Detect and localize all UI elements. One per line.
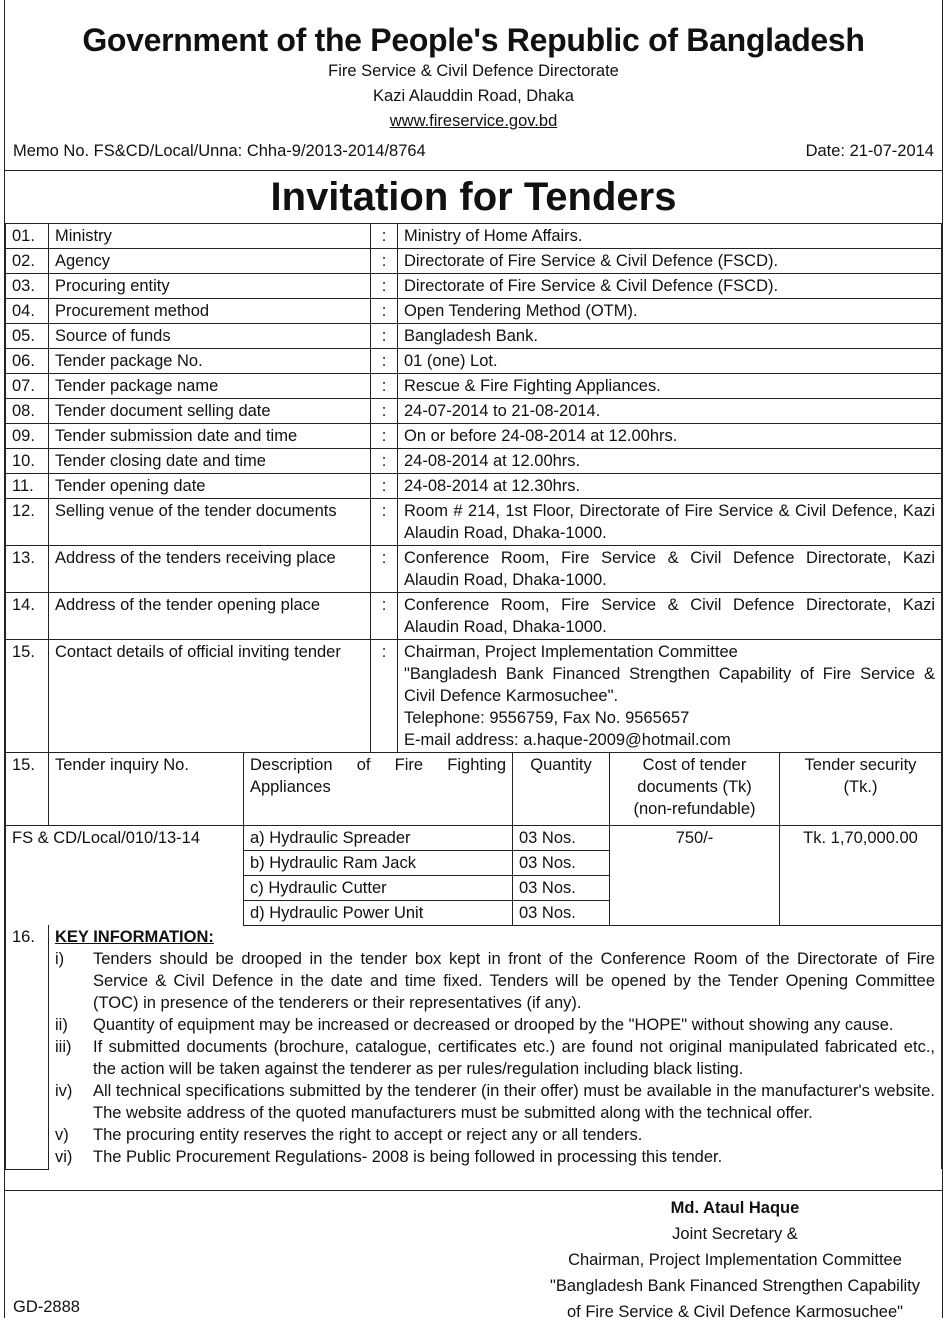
info-colon: : [371,249,398,274]
info-num: 08. [6,399,49,424]
info-label: Address of the tender opening place [49,593,371,640]
info-num: 07. [6,374,49,399]
info-num: 11. [6,474,49,499]
info-label: Agency [49,249,371,274]
info-value: Conference Room, Fire Service & Civil Defence Directorate, Kazi Alaudin Road, Dhaka-1000. [398,593,942,640]
item-quantity: 03 Nos. [513,901,610,926]
info-num: 02. [6,249,49,274]
info-colon: : [371,224,398,249]
info-value: Directorate of Fire Service & Civil Defence (FSCD). [398,249,942,274]
info-colon: : [371,274,398,299]
info-row [6,374,942,399]
footer-code: GD-2888 [13,1298,80,1316]
key-info-item [55,1124,935,1146]
signatory-title: Joint Secretary & [672,1225,798,1243]
info-value: 24-08-2014 at 12.30hrs. [398,474,942,499]
info-row [6,424,942,449]
info-num: 03. [6,274,49,299]
info-value: Open Tendering Method (OTM). [398,299,942,324]
info-label: Tender submission date and time [49,424,371,449]
info-label: Source of funds [49,324,371,349]
info-value: Directorate of Fire Service & Civil Defence (FSCD). [398,274,942,299]
key-info-item [55,1014,935,1036]
key-info-item-text: Tenders should be drooped in the tender box kept in front of the Conference Room of the Directorate of Fire Service & Civil Defence in the date and time fixed. Tenders will be opened by the Tender Opening Committee (TOC) in presence of the tenderers or their representatives (if any). [93,950,935,1012]
inquiry-number: FS & CD/Local/010/13-14 [6,826,244,926]
government-title: Government of the People's Republic of Bangladesh [82,22,865,58]
info-num: 09. [6,424,49,449]
key-info-heading: KEY INFORMATION: [55,928,214,946]
key-info-item-text: If submitted documents (brochure, catalogue, certificates etc.) are found not original manipulated fabricated etc., the action will be taken against the tenderer as per rules/regulation including black listing. [93,1038,935,1078]
contact-email: E-mail address: a.haque-2009@hotmail.com [404,731,731,749]
info-label: Tender package name [49,374,371,399]
key-info-item [55,1146,935,1168]
info-row [6,546,942,593]
info-value: Room # 214, 1st Floor, Directorate of Fire Service & Civil Defence, Kazi Alaudin Road, Dhaka-1000. [398,499,942,546]
memo-date: Date: 21-07-2014 [805,142,934,160]
cost-value: 750/- [610,826,780,926]
info-colon: : [371,324,398,349]
key-info-item-number: iv) [55,1082,73,1100]
info-row [6,299,942,324]
info-colon: : [371,449,398,474]
info-colon: : [371,424,398,449]
directorate-name: Fire Service & Civil Defence Directorate [328,62,619,80]
item-description: c) Hydraulic Cutter [244,876,513,901]
info-colon: : [371,640,398,753]
info-num: 15. [6,640,49,753]
info-num: 13. [6,546,49,593]
key-info-item [55,1036,935,1080]
info-label: Tender opening date [49,474,371,499]
info-value: Conference Room, Fire Service & Civil Defence Directorate, Kazi Alaudin Road, Dhaka-1000. [398,546,942,593]
info-label: Tender closing date and time [49,449,371,474]
contact-details [398,640,942,753]
key-info-item-number: iii) [55,1038,72,1056]
info-num: 10. [6,449,49,474]
key-info-item-number: i) [55,950,65,968]
info-colon: : [371,499,398,546]
signature-block [5,1190,942,1319]
key-info-item [55,1080,935,1124]
key-info-item-text: The Public Procurement Regulations- 2008 is being followed in processing this tender. [93,1148,723,1166]
col-header-quantity: Quantity [513,753,610,826]
tender-table-num: 15. [6,753,49,826]
info-row [6,324,942,349]
signatory-role: Chairman, Project Implementation Committee [568,1251,902,1269]
info-num: 05. [6,324,49,349]
col-header-description: Description of Fire Fighting Appliances [244,753,513,826]
memo-number: Memo No. FS&CD/Local/Unna: Chha-9/2013-2014/8764 [13,142,426,160]
info-value: 24-08-2014 at 12.00hrs. [398,449,942,474]
key-info-num: 16. [6,925,49,1169]
security-value: Tk. 1,70,000.00 [780,826,942,926]
info-row [6,349,942,374]
info-num: 04. [6,299,49,324]
info-label: Address of the tenders receiving place [49,546,371,593]
item-quantity: 03 Nos. [513,876,610,901]
info-value: On or before 24-08-2014 at 12.00hrs. [398,424,942,449]
info-row [6,224,942,249]
key-info-item-text: Quantity of equipment may be increased or decreased or drooped by the "HOPE" without showing any cause. [93,1016,894,1034]
info-colon: : [371,299,398,324]
info-colon: : [371,399,398,424]
info-label: Ministry [49,224,371,249]
info-label: Contact details of official inviting tender [49,640,371,753]
info-value: Rescue & Fire Fighting Appliances. [398,374,942,399]
info-colon: : [371,593,398,640]
info-num: 14. [6,593,49,640]
info-label: Procuring entity [49,274,371,299]
info-num: 01. [6,224,49,249]
info-table [5,223,942,753]
info-label: Procurement method [49,299,371,324]
key-info-item-text: The procuring entity reserves the right to accept or reject any or all tenders. [93,1126,643,1144]
info-value: 24-07-2014 to 21-08-2014. [398,399,942,424]
key-info-item-text: All technical specifications submitted by the tenderer (in their offer) must be available in the manufacturer's website. The website address of the quoted manufacturers must be submitted along with the technical offer. [93,1082,936,1122]
info-colon: : [371,374,398,399]
contact-line: "Bangladesh Bank Financed Strengthen Capability of Fire Service & Civil Defence Karmosuchee". [404,665,935,705]
info-colon: : [371,474,398,499]
item-description: a) Hydraulic Spreader [244,826,513,851]
page-title: Invitation for Tenders [270,175,677,219]
item-description: d) Hydraulic Power Unit [244,901,513,926]
info-num: 12. [6,499,49,546]
signatory-program-cont: of Fire Service & Civil Defence Karmosuchee" [567,1303,903,1321]
info-row [6,274,942,299]
info-row [6,593,942,640]
memo-line [13,142,934,161]
info-value: 01 (one) Lot. [398,349,942,374]
info-label: Tender package No. [49,349,371,374]
info-row [6,449,942,474]
item-quantity: 03 Nos. [513,851,610,876]
key-info-item-number: ii) [55,1016,68,1034]
key-information [5,925,942,1170]
contact-row [6,640,942,753]
website-link[interactable]: www.fireservice.gov.bd [389,112,558,130]
info-label: Selling venue of the tender documents [49,499,371,546]
tender-table [5,752,942,926]
key-info-item-number: vi) [55,1148,73,1166]
info-row [6,474,942,499]
contact-line: Chairman, Project Implementation Committee [404,643,738,661]
signatory-name: Md. Ataul Haque [670,1199,800,1217]
key-info-item-number: v) [55,1126,69,1144]
signatory-program: "Bangladesh Bank Financed Strengthen Capability [549,1277,921,1295]
info-value: Ministry of Home Affairs. [398,224,942,249]
info-row [6,249,942,274]
col-header-security: Tender security (Tk.) [780,753,942,826]
contact-phone: Telephone: 9556759, Fax No. 9565657 [404,709,690,727]
col-header-cost: Cost of tender documents (Tk) (non-refundable) [610,753,780,826]
key-info-item [55,948,935,1014]
directorate-address: Kazi Alauddin Road, Dhaka [373,87,574,105]
info-colon: : [371,349,398,374]
info-colon: : [371,546,398,593]
tender-notice [4,0,943,1321]
info-label: Tender document selling date [49,399,371,424]
item-quantity: 03 Nos. [513,826,610,851]
info-row [6,499,942,546]
info-num: 06. [6,349,49,374]
header [5,0,942,171]
info-row [6,399,942,424]
item-description: b) Hydraulic Ram Jack [244,851,513,876]
info-value: Bangladesh Bank. [398,324,942,349]
col-header-inquiry: Tender inquiry No. [49,753,244,826]
